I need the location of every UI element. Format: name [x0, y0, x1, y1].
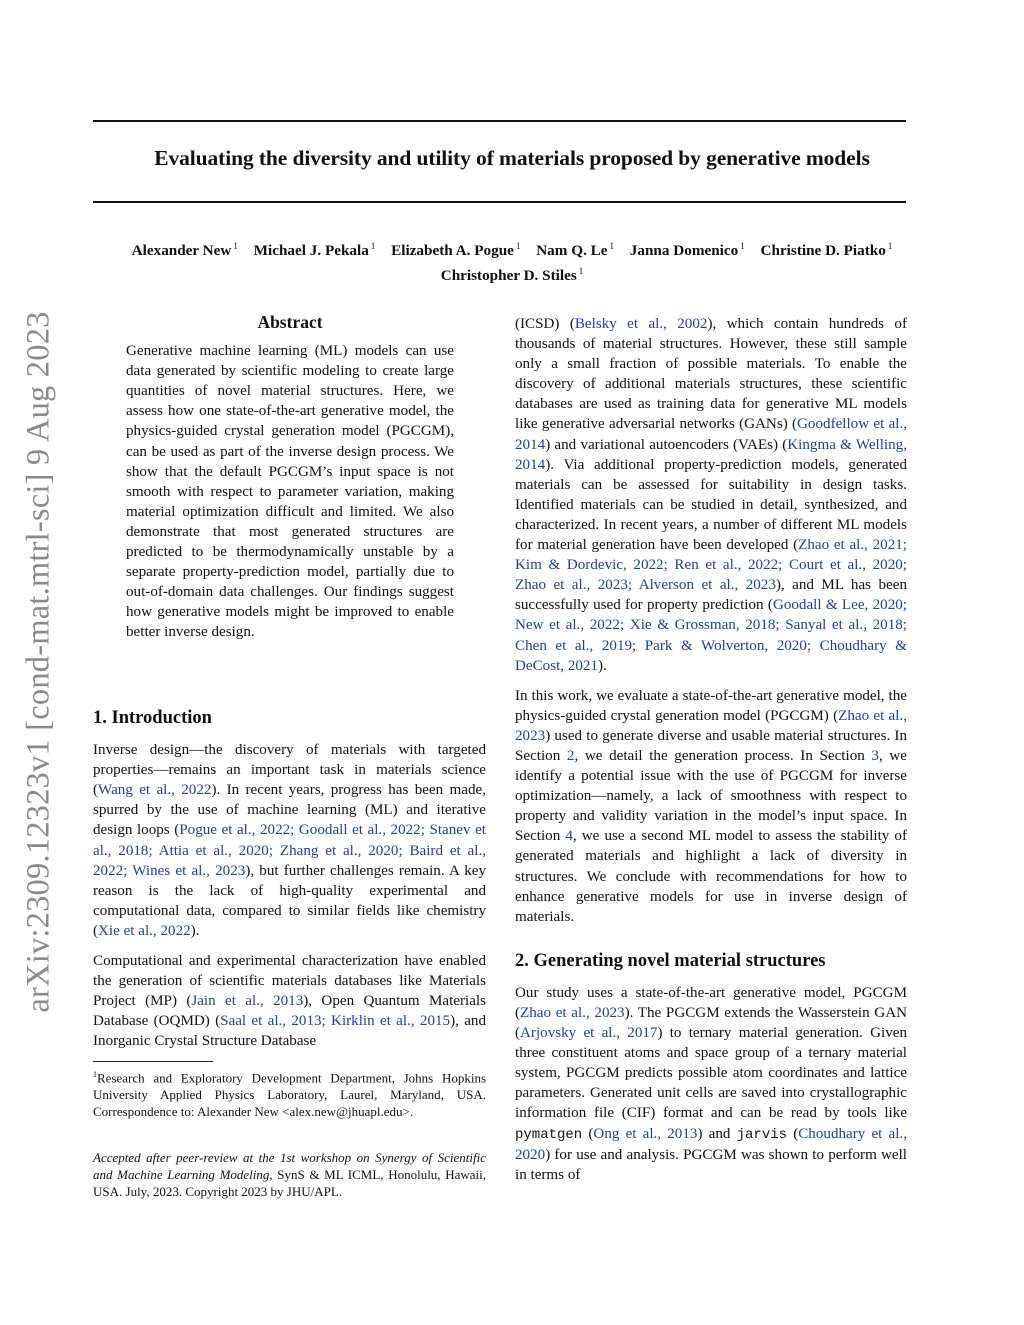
- code-jarvis: jarvis: [736, 1126, 788, 1143]
- section-heading: 2. Generating novel material structures: [515, 950, 826, 971]
- section-link[interactable]: 3: [871, 747, 879, 764]
- author: Christine D. Piatko $^1$: [760, 241, 893, 260]
- author: Christopher D. Stiles $^1$: [440, 266, 584, 285]
- citation-link[interactable]: Goodfellow et al., 2014: [515, 416, 908, 453]
- paper-title: Evaluating the diversity and utility of materials proposed by generative models: [154, 146, 870, 170]
- arxiv-identifier: arXiv:2309.12323v1 [cond-mat.mtrl-sci] 9 Aug 2023: [20, 311, 57, 1013]
- citation-link[interactable]: Arjovsky et al., 2017: [520, 1025, 658, 1042]
- citation-link[interactable]: Zhao et al., 2023: [520, 1005, 625, 1021]
- paragraph: Computational and experimental characterization have enabled the generation of scientific materials databases like Materials Project (MP) (Jain et al., 2013), Open Quantum Materials Database (OQMD) (Saal et al., 2013; Kirklin et al., 2015), and Inorganic Crystal Structure Database: [93, 953, 486, 1050]
- author: Janna Domenico $^1$: [629, 241, 745, 260]
- citation-link[interactable]: Xie et al., 2022: [98, 922, 191, 939]
- title-rule-bottom: [93, 201, 906, 203]
- footnote: $^1$Research and Exploratory Development Department, Johns Hopkins University Applied Physics Laboratory, Laurel, Maryland, USA. Correspondence to: Alexander New <alex.new@jhuapl.edu>.: [93, 1070, 486, 1120]
- citation-link[interactable]: Jain et al., 2013: [191, 993, 304, 1010]
- citation-link[interactable]: Belsky et al., 2002: [574, 316, 708, 332]
- citation-link[interactable]: Choudhary et al., 2020: [515, 1125, 907, 1163]
- citation-link[interactable]: Ong et al., 2013: [593, 1125, 698, 1142]
- paragraph: In this work, we evaluate a state-of-the-art generative model, the physics-guided crystal generation model (PGCGM) (Zhao et al., 2023) used to generate diverse and usable material structures. In Section 2, we detail the generation process. In Section 3, we identify a potential issue with the use of PGCGM for inverse optimization—namely, a lack of smoothness with respect to property and validity variation in the model’s input space. In Section 4, we use a second ML model to assess the stability of generated materials and highlight a lack of diversity in structures. We conclude with recommendations for how to enhance generative models for use in inverse design of materials.: [515, 687, 907, 925]
- code-pymatgen: pymatgen: [515, 1126, 583, 1143]
- citation-link[interactable]: Wang et al., 2022: [98, 782, 212, 799]
- abstract-heading: Abstract: [257, 312, 323, 332]
- footnote-rule: [93, 1061, 213, 1062]
- citation-link[interactable]: Zhao et al., 2021; Kim & Dordevic, 2022; Ren et al., 2022; Court et al., 2020; Zhao et al., 2023; Alverson et al., 2023: [515, 537, 908, 594]
- paragraph: (ICSD) (Belsky et al., 2002), which contain hundreds of thousands of material structures. However, these still sample only a small fraction of possible materials. To enable the discovery of additional materials structures, these scientific databases are used as training data for generative ML models like generative adversarial networks (GANs) (Goodfellow et al., 2014) and variational autoencoders (VAEs) (Kingma & Welling, 2014). Via additional property-prediction models, generated materials can be assessed for suitability in design tasks. Identified materials can be studied in detail, synthesized, and characterized. In recent years, a number of different ML models for material generation have been developed (Zhao et al., 2021; Kim & Dordevic, 2022; Ren et al., 2022; Court et al., 2020; Zhao et al., 2023; Alverson et al., 2023), and ML has been successfully used for property prediction (Goodall & Lee, 2020; New et al., 2022; Xie & Grossman, 2018; Sanyal et al., 2018; Chen et al., 2019; Park & Wolverton, 2020; Choudhary & DeCost, 2021).: [515, 316, 908, 674]
- citation-link[interactable]: Zhao et al., 2023: [515, 707, 907, 744]
- right-column: [515, 314, 907, 1195]
- introduction-section: [93, 708, 486, 1062]
- section-link[interactable]: 4: [565, 828, 573, 845]
- author: Nam Q. Le $^1$: [536, 241, 614, 260]
- paragraph: Our study uses a state-of-the-art generative model, PGCGM (Zhao et al., 2023). The PGCGM extends the Wasserstein GAN (Arjovsky et al., 2017) to ternary material generation. Given three constituent atoms and space group of a ternary material system, PGCGM predicts possible atom coordinates and lattice parameters. Generated unit cells are saved into crystallographic information file (CIF) format and can be read by tools like pymatgen (Ong et al., 2013) and jarvis (Choudhary et al., 2020) for use and analysis. PGCGM was shown to perform well in terms of: [515, 984, 907, 1183]
- acceptance-note: Accepted after peer-review at the 1st workshop on Synergy of Scientific and Machine Learning Modeling, SynS & ML ICML, Honolulu, Hawaii, USA. July, 2023. Copyright 2023 by JHU/APL.: [93, 1150, 486, 1199]
- citation-link[interactable]: Goodall & Lee, 2020; New et al., 2022; Xie & Grossman, 2018; Sanyal et al., 2018; Chen et al., 2019; Park & Wolverton, 2020; Choudhary & DeCost, 2021: [515, 597, 907, 674]
- citation-link[interactable]: Pogue et al., 2022; Goodall et al., 2022; Stanev et al., 2018; Attia et al., 2020; Zhang et al., 2020; Baird et al., 2022; Wines et al., 2023: [93, 822, 486, 879]
- author: Alexander New $^1$: [131, 241, 238, 260]
- author: Elizabeth A. Pogue $^1$: [391, 241, 521, 260]
- citation-link[interactable]: Kingma & Welling, 2014: [515, 436, 907, 473]
- author-list: [60, 236, 964, 286]
- paragraph: Inverse design—the discovery of materials with targeted properties—remains an important task in materials science (Wang et al., 2022). In recent years, progress has been made, spurred by the use of machine learning (ML) and iterative design loops (Pogue et al., 2022; Goodall et al., 2022; Stanev et al., 2018; Attia et al., 2020; Zhang et al., 2020; Baird et al., 2022; Wines et al., 2023), but further challenges remain. A key reason is the lack of high-quality experimental and computational data, compared to similar fields like chemistry (Xie et al., 2022).: [93, 742, 487, 939]
- author: Michael J. Pekala $^1$: [253, 241, 376, 260]
- citation-link[interactable]: Saal et al., 2013; Kirklin et al., 2015: [220, 1013, 451, 1030]
- abstract-text: Generative machine learning (ML) models can use data generated by scientific modeling to create large quantities of novel material structures. Here, we assess how one state-of-the-art generative model, the physics-guided crystal generation model (PGCGM), can be used as part of the inverse design process. We show that the default PGCGM’s input space is not smooth with respect to parameter variation, making material optimization difficult and limited. We also demonstrate that most generated structures are predicted to be thermodynamically unstable by a separate property-prediction model, partially due to out-of-domain data challenges. Our findings suggest how generative models might be improved to enable better inverse design.: [126, 343, 454, 641]
- section-link[interactable]: 2: [566, 747, 575, 764]
- section-heading: 1. Introduction: [93, 708, 212, 728]
- title-rule-top: [93, 120, 906, 122]
- abstract: [126, 312, 454, 643]
